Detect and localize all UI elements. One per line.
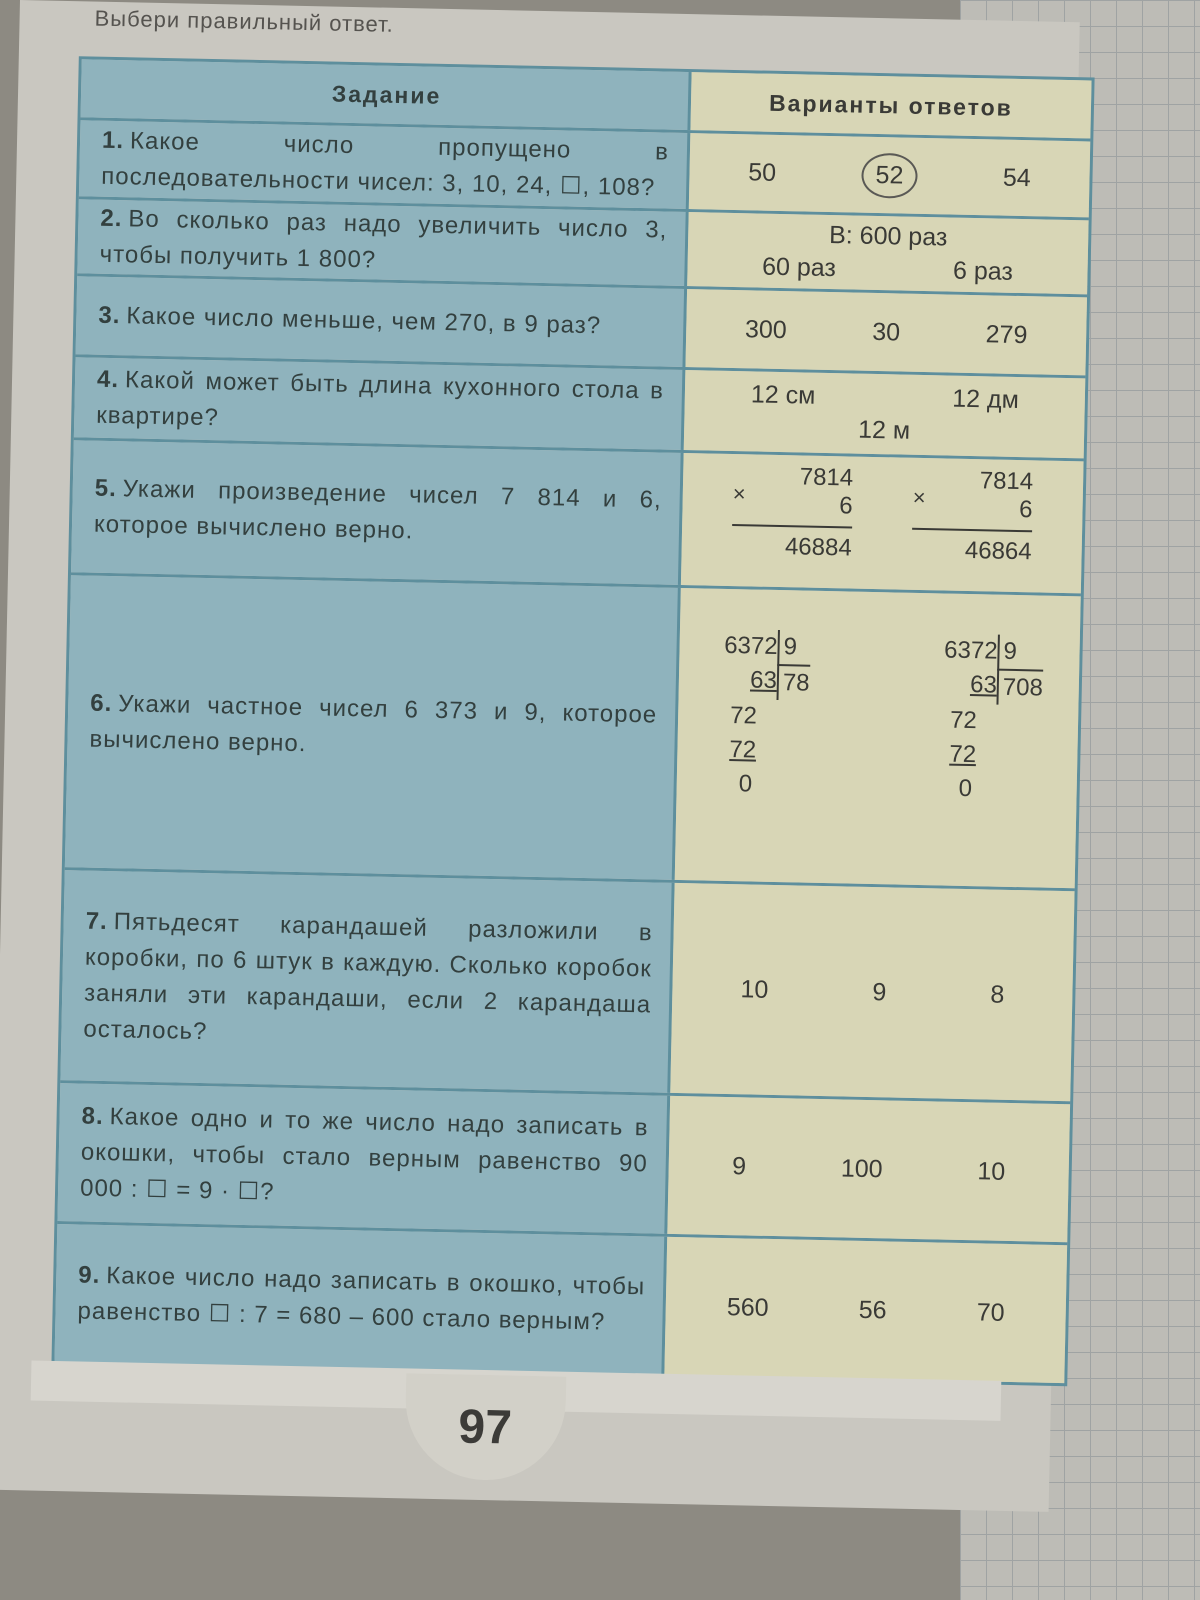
header-answers: Варианты ответов [690, 72, 1091, 138]
answer-option[interactable]: 30 [872, 317, 901, 347]
page-number: 97 [404, 1373, 566, 1481]
answer-option[interactable]: 60 раз [761, 252, 837, 283]
question-text: 4. Какой может быть длина кухонного стола в квартире? [74, 357, 686, 450]
answer-option[interactable]: 56 [858, 1295, 887, 1324]
question-text: 6. Укажи частное чисел 6 373 и 9, которое вычислено верно. [65, 575, 681, 880]
question-row-7 [60, 867, 1074, 1101]
answer-option[interactable]: В: 600 раз [828, 221, 948, 252]
question-row-9 [54, 1221, 1067, 1383]
answer-options [667, 1096, 1070, 1242]
answer-options [681, 453, 1084, 593]
answer-option[interactable]: 6 раз [952, 256, 1014, 286]
answer-options [675, 588, 1081, 888]
answer-options [689, 133, 1091, 217]
divider-line [912, 528, 1032, 533]
question-text: 5. Укажи произведение чисел 7 814 и 6, которое вычислено верно. [71, 440, 684, 585]
header-task: Задание [81, 59, 692, 130]
answer-option[interactable]: 9 [731, 1151, 747, 1180]
division-option-1[interactable]: 6372 9 63 78 72 72 0 [723, 631, 810, 798]
division-option-2[interactable]: 6372 9 63 708 72 72 0 [943, 636, 1044, 803]
answer-options [684, 370, 1086, 458]
multiplication-option-1[interactable]: × 7814 6 46884 [732, 463, 854, 562]
instruction-text: Выбери правильный ответ. [94, 5, 395, 37]
question-text: 8. Какое одно и то же число надо записать в окошки, чтобы стало верным равенство 90 000 : ☐ = 9 · ☐? [57, 1083, 670, 1234]
answer-option[interactable]: 100 [840, 1153, 883, 1183]
multiply-sign-icon: × [732, 481, 746, 507]
answer-option[interactable]: 12 дм [952, 384, 1020, 415]
answer-option[interactable]: 12 см [750, 380, 816, 410]
answer-option-circled[interactable]: 52 [861, 152, 918, 198]
question-row-5 [71, 437, 1084, 593]
answer-option[interactable]: 8 [990, 980, 1005, 1009]
multiply-sign-icon: × [912, 484, 926, 511]
question-row-8 [57, 1080, 1070, 1242]
question-text: 2. Во сколько раз надо увеличить число 3, чтобы получить 1 800? [77, 199, 688, 286]
answer-option[interactable]: 9 [872, 977, 887, 1006]
question-text: 9. Какое число надо записать в окошко, чтобы равенство ☐ : 7 = 680 – 600 стало верным? [54, 1224, 667, 1375]
multiplication-option-2[interactable]: × 7814 6 46864 [912, 467, 1034, 566]
answer-option[interactable]: 10 [740, 974, 769, 1004]
answer-options [670, 883, 1074, 1101]
answer-option[interactable]: 12 м [857, 415, 911, 445]
question-row-6 [65, 572, 1081, 888]
answer-option[interactable]: 300 [744, 314, 788, 344]
answer-option[interactable]: 10 [977, 1156, 1006, 1186]
question-text: 1. Какое число пропущено в последовательности чисел: 3, 10, 24, ☐, 108? [79, 120, 690, 209]
answer-option[interactable]: 70 [976, 1297, 1005, 1327]
answer-options [687, 212, 1088, 294]
answer-options [685, 289, 1087, 375]
divider-line [732, 524, 852, 529]
question-text: 7. Пятьдесят карандашей разложили в коробки, по 6 штук в каждую. Сколько коробок заняли эти карандаши, если 2 карандаша осталось? [60, 870, 674, 1093]
answer-option[interactable]: 54 [1002, 163, 1032, 192]
answer-option[interactable]: 279 [985, 319, 1028, 349]
worksheet-table [51, 56, 1094, 1386]
answer-option[interactable]: 560 [726, 1292, 769, 1322]
question-text: 3. Какое число меньше, чем 270, в 9 раз? [76, 276, 687, 367]
answer-option[interactable]: 50 [748, 157, 777, 187]
answer-options [664, 1237, 1067, 1383]
